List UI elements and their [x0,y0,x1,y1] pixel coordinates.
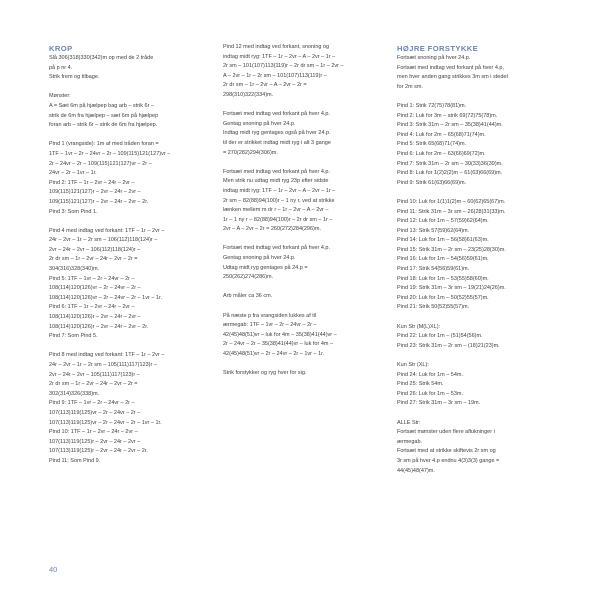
paragraph-increase-back: Fortsæt med indtag ved forkant på hver 4.p. Men strik nu udtag midt ryg 23p efter sidste indtag midt ryg: 1TF – 1r – 2vr – A – 2vr – 1r – 2r sm – 82(88)94(100)r – 1 ny r, ved at strikke lænken mellem m dr r – 1r – 2vr – A – 2vr – 1r – 1 ny r – 82(88)94(100)r – 2r dr sm – 1r – 2vr – A – 2vr – 2r = 260(272)284(296)m. [223,168,336,233]
paragraph-armhole: På næste p fra vrangsiden lukkes af til ærmegab: 1TF – 1vr – 2r – 24vr – 2r – 42(45)48(51)vr – luk for 4m – 35(38)41(44)vr – 2r – 24vr – 2r – 35(38)41(44)vr – luk for 4m – 42(45)48(51)vr – 2r – 24vr – 2r – 1vr – 1r. [223,312,337,357]
paragraph-intro: Fortsæt snoning på hver 24.p. Fortsæt med indtag ved forkant på hver 4.p, men hver anden gang strikkes 3m sm i stedet for 2m sm. [397,55,508,90]
paragraph-size-xl: Kun Str (XL): Pind 24: Luk for 1m – 54m. Pind 25: Strik 54m. Pind 26: Luk for 1m – 53m. Pind 27: Strik 31m – 3r sm – 19m. [397,362,481,407]
column-right-front [397,43,557,486]
paragraph-rows-1-3: Pind 1 (vrangside): 1m af med tråden foran = 1TF – 1vr – 2r – 24vr – 2r – 109(115)121(127)vr – 2r – 24vr – 2r – 109(115)121(127)vr – 2r – 24vr – 2r – 1vr – 1r. Pind 2: 1TF – 1r – 2vr – 24r – 2vr – 109(115)121(127)r – 2vr – 24r – 2vr – 109(115)121(127)r – 2vr – 24r – 2vr – 2r. Pind 3: Som Pind 1. [49,141,171,215]
section-heading-hojre-forstykke: HØJRE FORSTYKKE [397,44,479,53]
paragraph-rows-4-7: Pind 4 med indtag ved forkant: 1TF – 1r – 2vr – 24r – 2vr – 1r – 2r sm – 106(112)118(124)r – 2vr – 24r – 2vr – 106(112)118(124)r – 2r dr sm – 1r – 2vr – 24r – 2vr – 2r = 304(316)328(340)m. Pind 5: 1TF – 1vr – 2r – 24vr – 2r – 108(114)120(126)vr – 2r – 24vr – 2r – 108(114)120(126)vr – 2r – 24vr – 2r – 1vr – 1r. Pind 6: 1TF – 1r – 2vr – 24r – 2vr – 108(114)120(126)r – 2vr – 24r – 2vr – 108(114)120(126)r – 2vr – 24r – 2vr – 2r. Pind 7: Som Pind 5. [49,227,165,340]
paragraph-rows-10-21: Pind 10: Luk for 1(1)1(2)m – 60(62)65(67)m. Pind 11: Strik 31m – 3r sm – 26(28)31(33)m. Pind 12: Luk for 1m – 57(59)62(64)m. Pind 13: Strik 57(59)62(64)m. Pind 14: Luk for 1m – 56(58)61(63)m. Pind 15: Strik 31m – 2r sm – 23(25)28(30)m. Pind 16: Luk for 1m – 54(56)59(61)m. Pind 17: Strik 54(56)59(61)m. Pind 18: Luk for 1m – 53(55)58(60)m. Pind 19: Strik 31m – 3r sm – 19(21)24(26)m. Pind 20: Luk for 1m – 50(52)55(57)m. Pind 21: Strik 50(52)55(57)m. [397,198,506,311]
paragraph-continue-decrease: Fortsæt med indtag ved forkant på hver 4.p. Gentag snoning på hver 24.p. Indtag midt ryg gentages også på hver 24.p. til der er strikket indtag midt ryg i alt 3 gange = 270(282)294(306)m. [223,111,331,156]
paragraph-repeat-increase: Fortsæt med indtag ved forkant på hver 4.p. Gentag snoning på hver 24.p. Udtag midt ryg gentages på 24.p = 250(262)274(286)m. [223,245,331,281]
paragraph-cast-on: Slå 306(318)330(342)m op med de 2 tråde på p nr 4. Strik frem og tilbage. [49,55,154,81]
column-middle [223,43,383,388]
page-number: 40 [49,565,58,574]
paragraph-rows-8-11: Pind 8 med indtag ved forkant: 1TF – 1r – 2vr – 24r – 2vr – 1r – 2r sm – 105(111)117(123)r – 2vr – 24r – 2vr – 105(111)117(123)r – 2r dr sm – 1r – 2vr – 24r – 2vr – 2r = 302(314)326(338)m. Pind 9: 1TF – 1vr – 2r – 24vr – 2r – 107(113)119(125)vr – 2r – 24vr – 2r – 107(113)119(125)vr – 2r – 24vr – 2r – 1vr – 1r. Pind 10: 1TF – 1r – 2vr – 24r – 2vr – 107(113)119(125)r – 2vr – 24r – 2vr – 107(113)119(125)r – 2vr – 24r – 2vr – 2r. Pind 11: Som Pind 9. [49,352,165,464]
column-krop [49,43,207,476]
paragraph-measure: Arb måler ca 36 cm. [223,293,273,300]
paragraph-row-12: Pind 12 med indtag ved forkant, snoning og indtag midt ryg: 1TF – 1r – 2vr – A – 2vr – 1r – 2r sm – 101(107)113(119)r – 2r dr sm – 1r – 2vr – A – 2vr – 1r – 2r sm – 101(107)113(119)r – 2r dr sm – 1r – 2vr – A – 2vr – 2r = 298(310)322(334)m. [223,44,344,98]
paragraph-rows-1-9: Pind 1: Strik 72(75)78(81)m. Pind 2: Luk for 3m – strik 69(72)75(78)m. Pind 3: Strik 31m – 2r sm – 35(38)41(44)m. Pind 4: Luk for 2m – 65(68)71(74)m. Pind 5: Strik 65(68)71(74)m. Pind 6: Luk for 2m – 63(66)69(72)m. Pind 7: Strik 31m – 2r sm – 30(33)36(39)m. Pind 8: Luk for 1(2)2(2)m – 61(63)66(69)m. Pind 9: Strik 61(63)66(69)m. [397,102,503,186]
paragraph-separate: Strik forstykker og ryg hver for sig. [223,370,307,377]
section-heading-krop: KROP [49,44,73,53]
paragraph-size-m-l-xl: Kun Str (M(L)XL): Pind 22: Luk for 1m – (51)54(56)m. Pind 23: Strik 31m – 2r sm – (18)21(23)m. [397,323,500,349]
paragraph-pattern-a: Mønster: A = Sæt 6m på hjælpep bag arb – strik 6r – strik de 6m fra hjælpep – sæt 6m på hjælpep foran arb – strik 6r – strik de 6m fra hjælpep. [49,93,159,129]
paragraph-all-sizes: ALLE Str: Fortsæt mønster uden flere aflukninger i ærmegab. Fortsæt med at strikke skiftevis 2r sm og 3r sm på hver 4.p endnu 4(3)3(3) gange = 44(45)48(47)m. [397,419,500,474]
